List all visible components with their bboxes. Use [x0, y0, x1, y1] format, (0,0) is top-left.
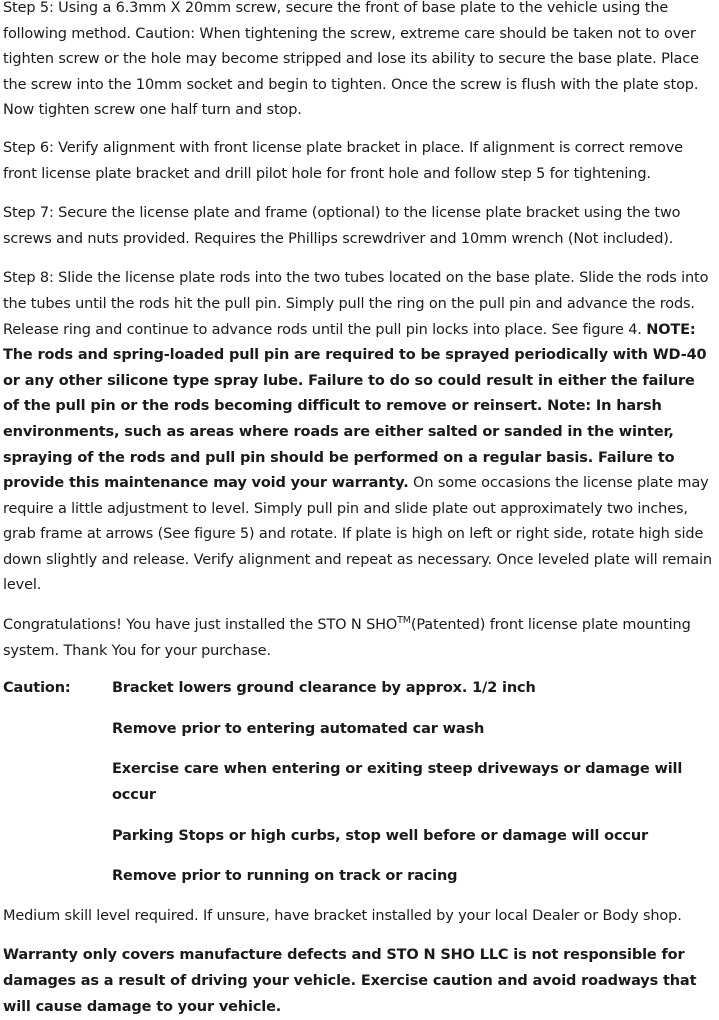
step-8-outro: On some occasions the license plate may require a little adjustment to level. Simply pull pin and slide plate out approximately two inches, grab frame at arrows (See figure 5) and rotate. If plate is high on left or right side, rotate high side down slightly and release. Verify alignment and repeat as necessary. Once leveled plate will remain level.	[3, 475, 712, 594]
congratulations-paragraph	[3, 613, 715, 664]
caution-row	[3, 757, 715, 808]
caution-item: Parking Stops or high curbs, stop well before or damage will occur	[112, 827, 649, 844]
warranty-paragraph: Warranty only covers manufacture defects and STO N SHO LLC is not responsible for damages as a result of driving your vehicle. Exercise caution and avoid roadways that will cause damage to your vehicle.	[3, 947, 697, 1015]
step-8-intro: Step 8: Slide the license plate rods into the two tubes located on the base plate. Slide the rods into the tubes until the rods hit the pull pin. Simply pull the ring on the pull pin and advance the rods. Release ring and continue to advance rods until the pull pin locks into place. See figure 4.	[3, 270, 709, 338]
caution-row	[3, 717, 715, 743]
caution-item: Remove prior to entering automated car wash	[112, 720, 485, 737]
skill-level-paragraph: Medium skill level required. If unsure, have bracket installed by your local Dealer or Body shop.	[3, 907, 682, 924]
step-8-paragraph	[3, 266, 715, 599]
step-6-paragraph: Step 6: Verify alignment with front license plate bracket in place. If alignment is correct remove front license plate bracket and drill pilot hole for front hole and follow step 5 for tightening.	[3, 139, 683, 182]
congrats-text-before: Congratulations! You have just installed the STO N SHO	[3, 617, 398, 634]
trademark-mark: TM	[397, 615, 411, 627]
caution-label: Caution:	[3, 680, 71, 697]
caution-item: Remove prior to running on track or racing	[112, 868, 458, 885]
caution-row	[3, 864, 715, 890]
caution-item: Bracket lowers ground clearance by approx. 1/2 inch	[112, 680, 536, 697]
congrats-text-after: (Patented) front license plate mounting system. Thank You for your purchase.	[3, 617, 691, 659]
caution-item: Exercise care when entering or exiting steep driveways or damage will occur	[112, 761, 683, 804]
caution-row	[3, 676, 715, 702]
caution-list	[3, 676, 715, 890]
maintenance-note: NOTE: The rods and spring-loaded pull pin are required to be sprayed periodically with WD-40 or any other silicone type spray lube. Failure to do so could result in either the failure of the pull pin or the rods becoming difficult to remove or reinsert. Note: In harsh environments, such as areas where roads are either salted or sanded in the winter, spraying of the rods and pull pin should be performed on a regular basis. Failure to provide this maintenance may void your warranty.	[3, 321, 707, 492]
step-5-paragraph: Step 5: Using a 6.3mm X 20mm screw, secure the front of base plate to the vehicle using the following method. Caution: When tightening the screw, extreme care should be taken not to over tighten screw or the hole may become stripped and lose its ability to secure the base plate. Place the screw into the 10mm socket and begin to tighten. Once the screw is flush with the plate stop. Now tighten screw one half turn and stop.	[3, 0, 699, 119]
caution-row	[3, 824, 715, 850]
step-7-paragraph: Step 7: Secure the license plate and frame (optional) to the license plate bracket using the two screws and nuts provided. Requires the Phillips screwdriver and 10mm wrench (Not included).	[3, 205, 681, 247]
